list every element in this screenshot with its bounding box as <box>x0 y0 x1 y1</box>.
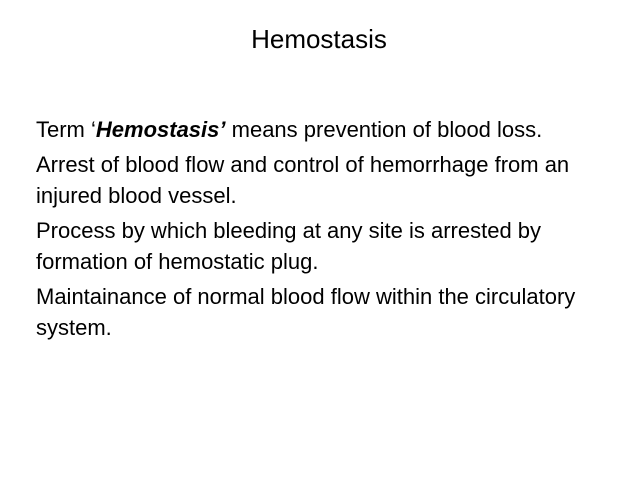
point-maintenance: Maintainance of normal blood flow within the circulatory system. <box>36 284 576 340</box>
definition-rest: means prevention of blood loss. <box>225 117 543 142</box>
slide-body <box>36 114 606 347</box>
definition-prefix: Term ‘ <box>36 117 96 142</box>
point-process: Process by which bleeding at any site is arrested by formation of hemostatic plug. <box>36 218 542 274</box>
slide-title: Hemostasis <box>251 24 387 54</box>
point-arrest: Arrest of blood flow and control of hemorrhage from an injured blood vessel. <box>36 152 570 208</box>
term-hemostasis: Hemostasis’ <box>95 117 226 142</box>
definition-point <box>36 114 606 145</box>
